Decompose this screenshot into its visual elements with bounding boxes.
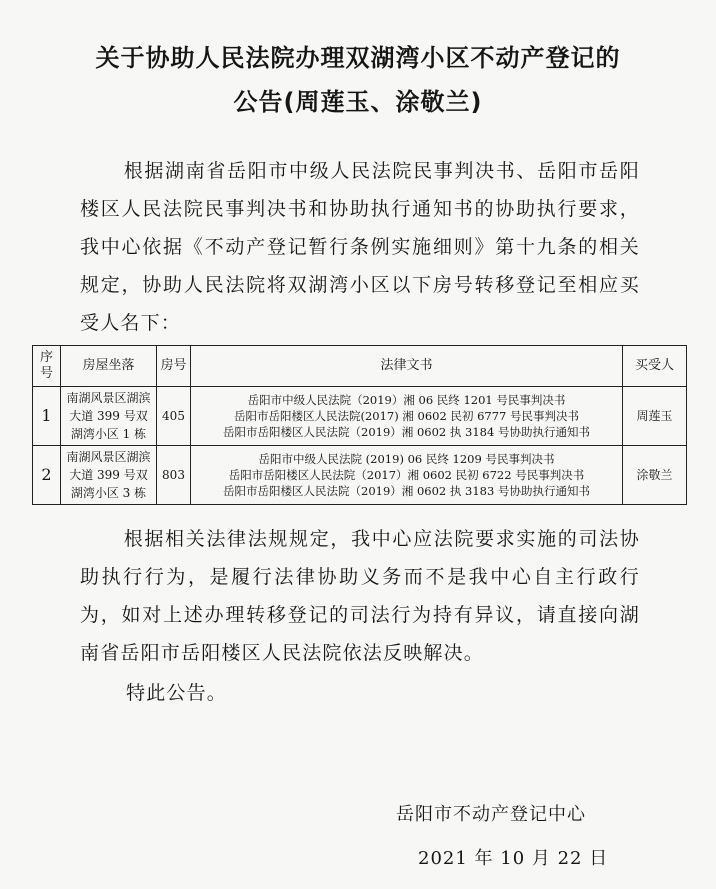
legal-document: 岳阳市岳阳楼区人民法院（2017）湘 0602 民初 6722 号民事判决书 xyxy=(228,468,585,482)
announcement-title-line2: 公告(周莲玉、涂敬兰) xyxy=(233,88,483,116)
header-room: 房号 xyxy=(157,346,191,387)
row-documents xyxy=(191,446,623,505)
legal-document: 岳阳市中级人民法院（2019）湘 06 民终 1201 号民事判决书 xyxy=(247,393,566,407)
notice-line: 特此公告。 xyxy=(126,682,228,704)
legal-document: 岳阳市中级人民法院 (2019) 06 民终 1209 号民事判决书 xyxy=(258,452,555,466)
row-location: 南湖风景区湖滨大道 399 号双湖湾小区 1 栋 xyxy=(61,387,157,446)
header-documents: 法律文书 xyxy=(191,346,623,387)
row-no: 1 xyxy=(33,387,61,446)
announcement-title-line1: 关于协助人民法院办理双湖湾小区不动产登记的 xyxy=(95,44,621,72)
legal-document: 岳阳市岳阳楼区人民法院（2019）湘 0602 执 3183 号协助执行通知书 xyxy=(223,484,590,498)
row-documents xyxy=(191,387,623,446)
row-room: 405 xyxy=(157,387,191,446)
header-location: 房屋坐落 xyxy=(61,346,157,387)
legal-document: 岳阳市岳阳楼区人民法院（2019）湘 0602 执 3184 号协助执行通知书 xyxy=(223,425,590,439)
row-location: 南湖风景区湖滨大道 399 号双湖湾小区 3 栋 xyxy=(61,446,157,505)
row-no: 2 xyxy=(33,446,61,505)
header-buyer: 买受人 xyxy=(623,346,687,387)
issue-date: 2021 年 10 月 22 日 xyxy=(418,848,609,869)
intro-paragraph: 根据湖南省岳阳市中级人民法院民事判决书、岳阳市岳阳楼区人民法院民事判决书和协助执行通知书的协助执行要求，我中心依据《不动产登记暂行条例实施细则》第十九条的相关规定，协助人民法院将双湖湾小区以下房号转移登记至相应买受人名下： xyxy=(80,160,640,334)
table-header-row xyxy=(33,346,687,387)
row-room: 803 xyxy=(157,446,191,505)
property-transfer-table xyxy=(32,345,687,505)
table-row xyxy=(33,446,687,505)
table-row xyxy=(33,387,687,446)
row-buyer: 涂敬兰 xyxy=(623,446,687,505)
closing-paragraph: 根据相关法律法规规定，我中心应法院要求实施的司法协助执行行为，是履行法律协助义务而不是我中心自主行政行为，如对上述办理转移登记的司法行为持有异议，请直接向湖南省岳阳市岳阳楼区人民法院依法反映解决。 xyxy=(80,528,640,664)
row-buyer: 周莲玉 xyxy=(623,387,687,446)
legal-document: 岳阳市岳阳楼区人民法院(2017) 湘 0602 民初 6777 号民事判决书 xyxy=(233,409,580,423)
issuing-organization: 岳阳市不动产登记中心 xyxy=(396,804,586,825)
header-no: 序号 xyxy=(33,346,61,387)
